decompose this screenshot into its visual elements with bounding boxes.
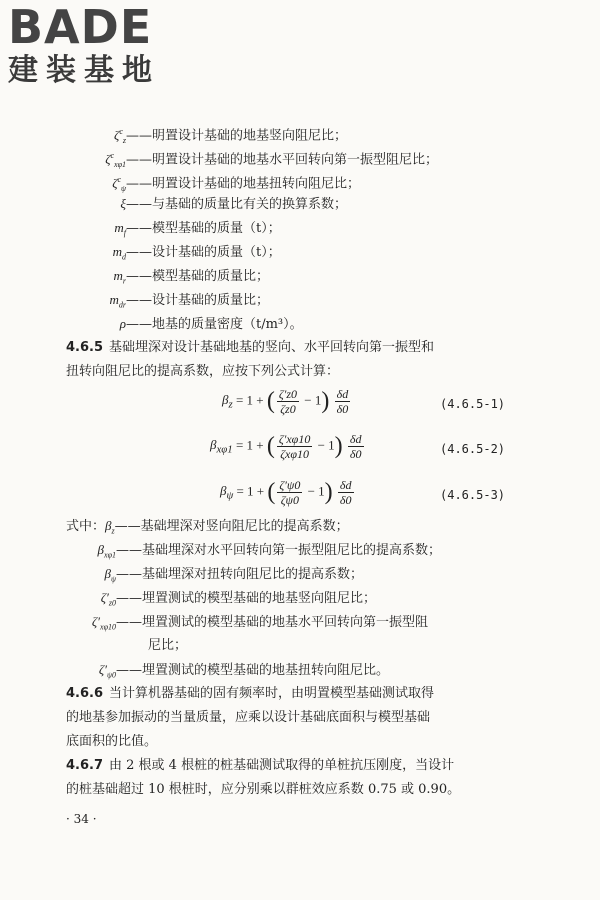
logo-text-en: BADE xyxy=(8,0,153,54)
def-m-d: $m_d——$设计基础的质量（t）； xyxy=(112,244,281,262)
section-4-6-6-line3: 底面积的比值。 xyxy=(66,734,158,749)
section-4-6-5-line1: 4.6.5 基础埋深对设计基础地基的竖向、水平回转向第一振型和 xyxy=(66,340,435,355)
def-m-dr: $m_{dr}——$设计基础的质量比； xyxy=(109,292,270,310)
def-m-r: $m_r——$模型基础的质量比； xyxy=(113,268,270,286)
def-xi: ξ——与基础的质量比有关的换算系数； xyxy=(120,196,348,212)
section-number: 4.6.7 xyxy=(66,758,104,773)
def-zeta-prime-psi0: $\zeta'_{\psi 0}——$埋置测试的模型基础的地基扭转向阻尼比。 xyxy=(98,662,390,680)
equation-number-1: (4.6.5-1) xyxy=(440,397,506,411)
def-zeta-psi: $\zeta^c_\psi——$明置设计基础的地基扭转向阻尼比； xyxy=(112,175,361,193)
def-zeta-prime-xphi10-cont: 尼比； xyxy=(148,638,188,653)
section-4-6-6-line1: 4.6.6 当计算机器基础的固有频率时，由明置模型基础测试取得 xyxy=(66,686,435,701)
def-beta-xphi1: $\beta_{x\varphi 1}——$基础埋深对水平回转向第一振型阻尼比的提高系数； xyxy=(97,542,442,560)
equation-1: $\beta_z = 1$ + ( $\frac{\zeta'z0}{\zeta z0}$ − 1) $\frac{\delta d}{\delta 0}$ xyxy=(222,387,349,416)
equation-3: $\beta_\psi = 1$ + ( $\frac{\zeta'\psi 0}{\zeta\psi 0}$ − 1) $\frac{\delta d}{\delta 0}$ xyxy=(220,478,352,507)
page-number: · 34 · xyxy=(66,812,97,826)
section-number: 4.6.6 xyxy=(66,686,104,701)
def-zeta-prime-z0: $\zeta'_{z0}——$埋置测试的模型基础的地基竖向阻尼比； xyxy=(100,590,377,608)
equation-number-3: (4.6.5-3) xyxy=(440,488,506,502)
def-zeta-prime-xphi10: $\zeta'_{x\varphi 10}——$埋置测试的模型基础的地基水平回转向第一振型阻 xyxy=(91,614,429,632)
section-4-6-7-line1: 4.6.7 由 2 根或 4 根桩的桩基础测试取得的单桩抗压刚度，当设计 xyxy=(66,758,455,773)
section-4-6-5-line2: 扭转向阻尼比的提高系数，应按下列公式计算： xyxy=(66,364,340,379)
section-4-6-6-line2: 的地基参加振动的当量质量，应乘以设计基础底面积与模型基础 xyxy=(66,710,431,725)
equation-number-2: (4.6.5-2) xyxy=(440,442,506,456)
def-rho: ρ——地基的质量密度（t/m³）。 xyxy=(119,316,303,332)
logo xyxy=(8,2,160,88)
def-beta-z: 式中：$\beta_z——$基础埋深对竖向阻尼比的提高系数； xyxy=(66,518,349,536)
def-m-f: $m_f——$模型基础的质量（t）； xyxy=(114,220,281,238)
logo-text-cn: 建装基地 xyxy=(8,53,160,88)
def-beta-psi: $\beta_\psi——$基础埋深对扭转向阻尼比的提高系数； xyxy=(104,566,364,584)
def-zeta-z: $\zeta^c_z——$明置设计基础的地基竖向阻尼比； xyxy=(114,127,348,145)
def-zeta-xphi1: $\zeta^c_{x\varphi 1}——$明置设计基础的地基水平回转向第一振型阻尼比； xyxy=(105,151,439,169)
section-4-6-7-line2: 的桩基础超过 10 根桩时，应分别乘以群桩效应系数 0.75 或 0.90。 xyxy=(66,782,461,797)
section-number: 4.6.5 xyxy=(66,340,104,355)
equation-2: $\beta_{x\varphi 1} = 1$ + ( $\frac{\zeta'x\varphi 10}{\text{ζxφ10}}$ − 1) $\frac{\delta d}{\delta 0}$ xyxy=(210,432,362,461)
